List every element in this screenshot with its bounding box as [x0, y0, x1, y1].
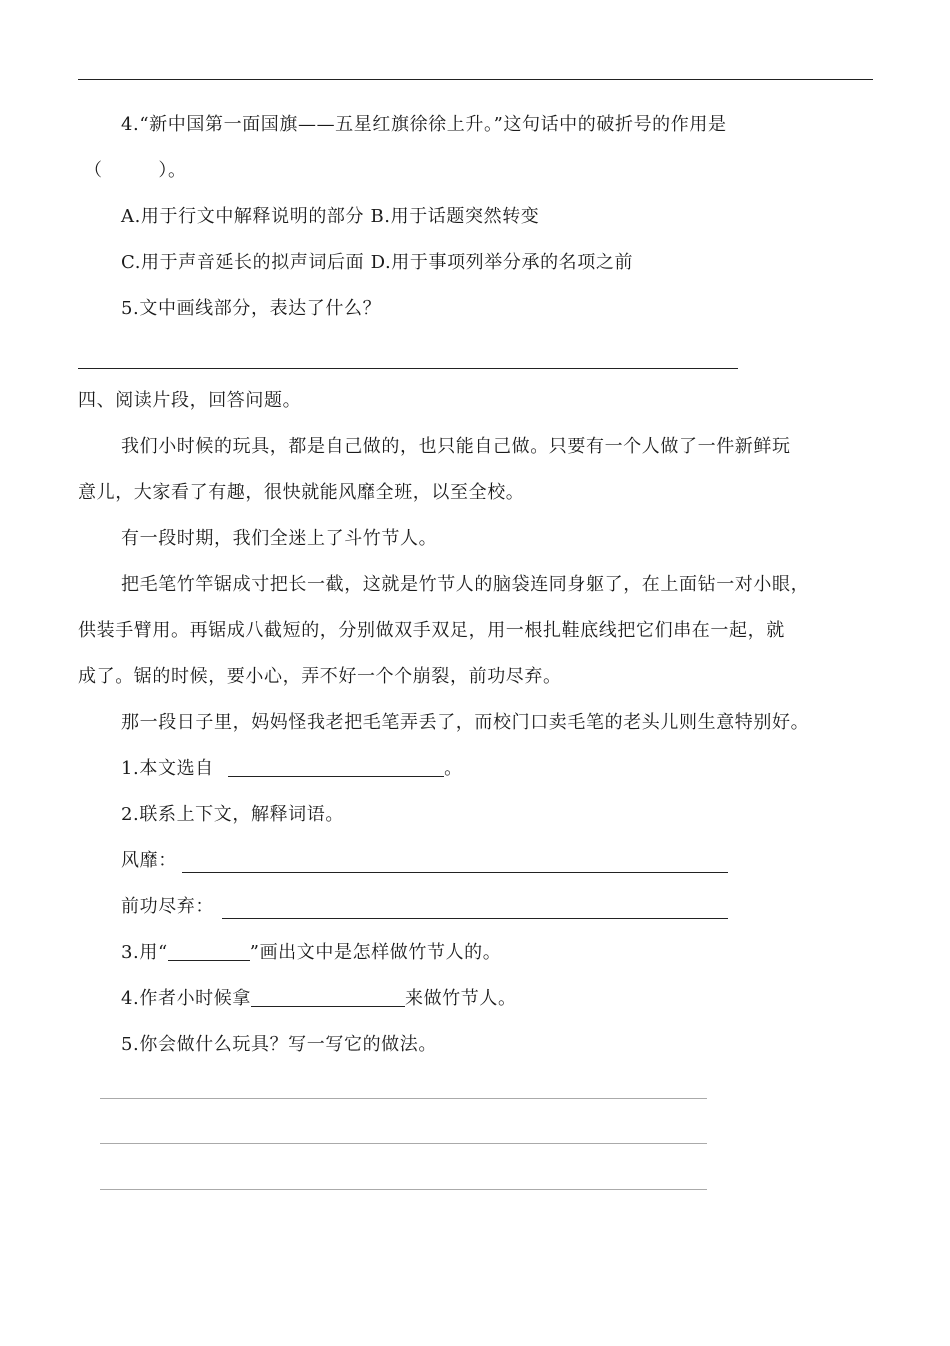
question-4-prefix: 4.作者小时候拿 — [121, 988, 251, 1009]
question-1-prefix: 1.本文选自 — [121, 758, 214, 779]
q4-stem: 4.“新中国第一面国旗——五星红旗徐徐上升。”这句话中的破折号的作用是 — [121, 114, 727, 135]
answer-line-3[interactable] — [100, 1189, 707, 1190]
question-4-blank[interactable] — [251, 988, 405, 1007]
question-3-suffix: ”画出文中是怎样做竹节人的。 — [249, 942, 502, 963]
passage-p1-line2: 意儿，大家看了有趣，很快就能风靡全班，以至全校。 — [78, 482, 525, 503]
question-2-word1-blank[interactable] — [182, 872, 728, 873]
q5-question: 5.文中画线部分，表达了什么？ — [121, 298, 382, 319]
passage-p4: 那一段日子里，妈妈怪我老把毛笔弄丢了，而校门口卖毛笔的老头儿则生意特别好。 — [121, 712, 810, 733]
q4-answer-parens: （ ）。 — [84, 160, 187, 181]
passage-p3-line2: 供装手臂用。再锯成八截短的，分别做双手双足，用一根扎鞋底线把它们串在一起，就 — [78, 620, 785, 641]
section-title: 四、阅读片段，回答问题。 — [78, 390, 302, 411]
header-rule — [78, 79, 873, 80]
q4-options-cd: C.用于声音延长的拟声词后面 D.用于事项列举分承的名项之前 — [121, 252, 634, 273]
question-2-word1-label: 风靡： — [121, 850, 177, 871]
question-3-sample-line — [168, 942, 250, 961]
q5-answer-line[interactable] — [78, 368, 738, 369]
question-3-prefix: 3.用“ — [121, 942, 168, 963]
question-2: 2.联系上下文，解释词语。 — [121, 804, 344, 825]
passage-p2: 有一段时期，我们全迷上了斗竹节人。 — [121, 528, 438, 549]
question-1-suffix: 。 — [444, 758, 463, 779]
question-4 — [121, 987, 517, 1011]
question-1-blank[interactable] — [228, 758, 444, 777]
question-1 — [121, 757, 463, 781]
passage-p1-line1: 我们小时候的玩具，都是自己做的，也只能自己做。只要有一个人做了一件新鲜玩 — [121, 436, 791, 457]
question-5: 5.你会做什么玩具？写一写它的做法。 — [121, 1034, 437, 1055]
passage-p3-line3: 成了。锯的时候，要小心，弄不好一个个崩裂，前功尽弃。 — [78, 666, 562, 687]
answer-line-2[interactable] — [100, 1143, 707, 1144]
answer-line-1[interactable] — [100, 1098, 707, 1099]
question-4-suffix: 来做竹节人。 — [404, 988, 517, 1009]
question-2-word2-label: 前功尽弃： — [121, 896, 214, 917]
q4-options-ab: A.用于行文中解释说明的部分 B.用于话题突然转变 — [121, 206, 540, 227]
passage-p3-line1: 把毛笔竹竿锯成寸把长一截，这就是竹节人的脑袋连同身躯了，在上面钻一对小眼， — [121, 574, 810, 595]
question-3 — [121, 941, 501, 965]
question-2-word2-blank[interactable] — [222, 918, 728, 919]
